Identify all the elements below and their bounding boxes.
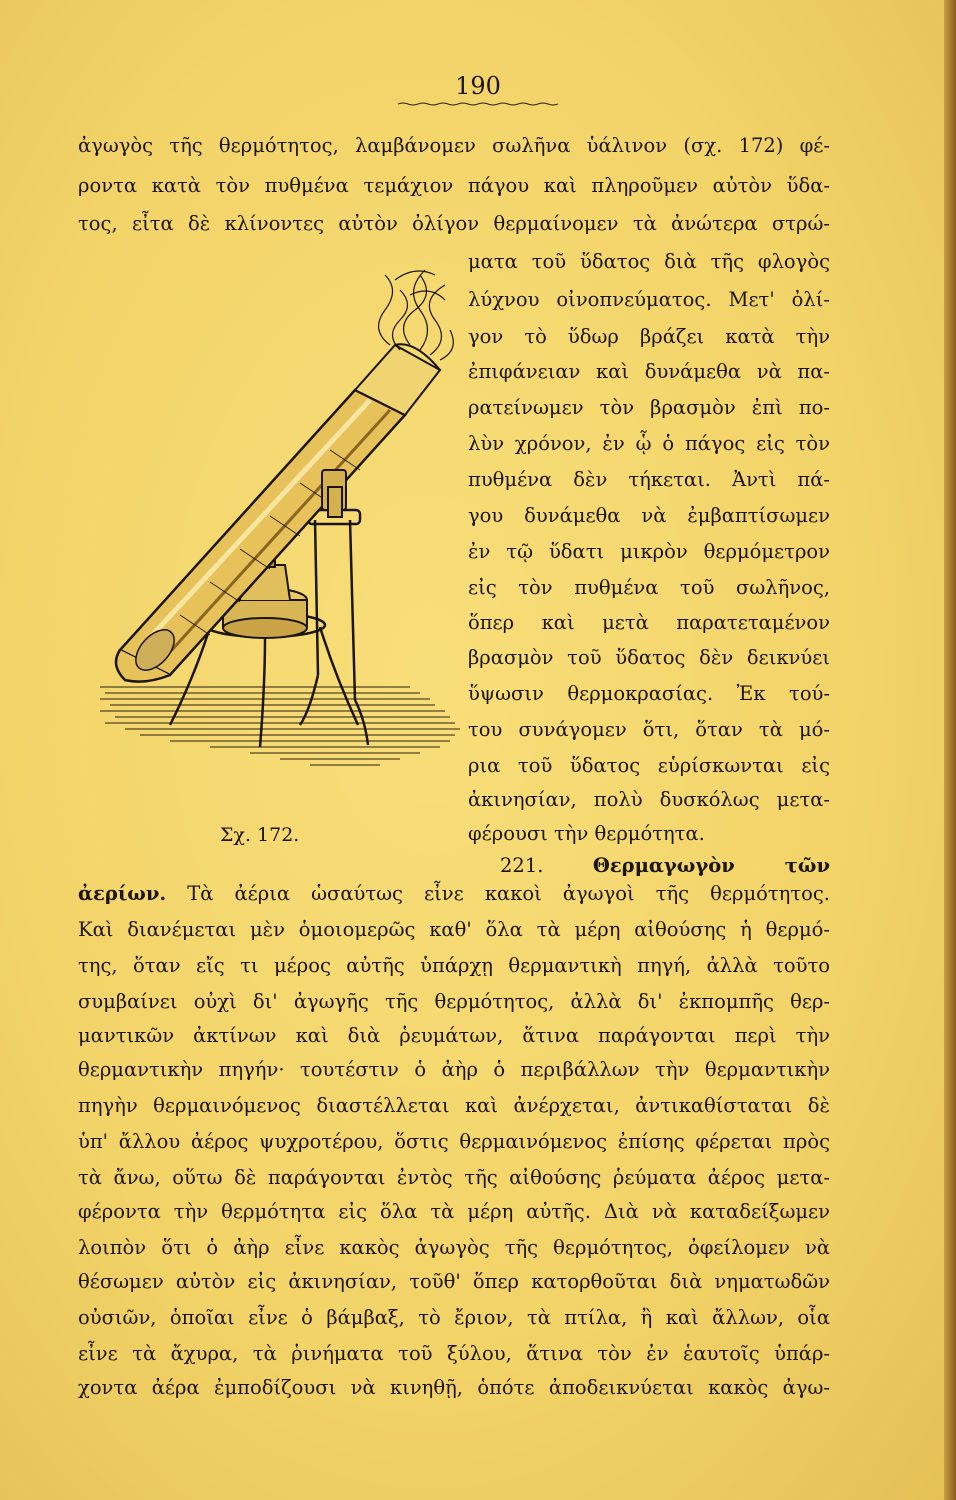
text-line: ρατείνωμεν τὸν βρασμὸν ἐπὶ πο- (468, 396, 830, 419)
text-line: βρασμὸν τοῦ ὕδατος δὲν δεικνύει (468, 646, 830, 669)
text-line: ὕψωσιν θερμοκρασίας. Ἐκ τού- (468, 682, 830, 705)
text-line: Καὶ διανέμεται μὲν ὁμοιομερῶς καθ' ὅλα τὰ μέρη αἰθούσης ἡ θερμό- (78, 918, 830, 941)
section-title-cont: ἀερίων. (78, 882, 167, 905)
text-line: ἀγωγὸς τῆς θερμότητος, λαμβάνομεν σωλῆνα ὑάλινον (σχ. 172) φέ- (78, 134, 830, 157)
text-line: λοιπὸν ὅτι ὁ ἀὴρ εἶνε κακὸς ἀγωγὸς τῆς θερμότητος, ὀφείλομεν νὰ (78, 1236, 830, 1259)
section-heading (500, 852, 830, 880)
text-line: χοντα ἀέρα ἐμποδίζουσι νὰ κινηθῇ, ὁπότε ἀποδεικνύεται κακὸς ἀγω- (78, 1376, 830, 1399)
text-line: τος, εἶτα δὲ κλίνοντες αὐτὸν ὀλίγον θερμαίνομεν τὰ ἀνώτερα στρώ- (78, 212, 830, 235)
text-line: συμβαίνει οὐχὶ δι' ἀγωγῆς τῆς θερμότητος, ἀλλὰ δι' ἐκπομπῆς θερ- (78, 990, 830, 1013)
shadow-hatching (100, 687, 460, 765)
text-line: θερμαντικὴν πηγήν· τουτέστιν ὁ ἀὴρ ὁ περιβάλλων τὴν θερμαντικὴν (78, 1058, 830, 1081)
text-line (78, 880, 830, 908)
text-line: λύχνου οἰνοπνεύματος. Μετ' ὀλί- (468, 288, 830, 311)
text-line: μαντικῶν ἀκτίνων καὶ διὰ ῥευμάτων, ἅτινα παράγονται περὶ τὴν (78, 1024, 830, 1047)
text-line: γου δυνάμεθα νὰ ἐμβαπτίσωμεν (468, 504, 830, 527)
text-line: εἶνε τὰ ἄχυρα, τὰ ῥινήματα τοῦ ξύλου, ἅτινα τὸν ἐν ἑαυτοῖς ὑπάρ- (78, 1342, 830, 1365)
text-line: της, ὅταν εἴς τι μέρος αὐτῆς ὑπάρχῃ θερμαντικὴ πηγή, ἀλλὰ τοῦτο (78, 954, 830, 977)
decorative-rule (398, 102, 558, 106)
text-line: γον τὸ ὕδωρ βράζει κατὰ τὴν (468, 325, 830, 348)
text-line: θέσωμεν αὐτὸν εἰς ἀκινησίαν, τοῦθ' ὅπερ κατορθοῦται διὰ νηματωδῶν (78, 1270, 830, 1293)
section-first-line: Τὰ ἀέρια ὡσαύτως εἶνε κακοὶ ἀγωγοὶ τῆς θερμότητος. (187, 882, 830, 905)
text-line: φέροντα τὴν θερμότητα εἰς ὅλα τὰ μέρη αὐτῆς. Διὰ νὰ καταδείξωμεν (78, 1200, 830, 1223)
page-number: 190 (455, 72, 501, 100)
text-line: ἐπιφάνειαν καὶ δυνάμεθα νὰ πα- (468, 360, 830, 383)
text-line: ἀκινησίαν, πολὺ δυσκόλως μετα- (468, 788, 830, 811)
text-line: του συνάγομεν ὅτι, ὅταν τὰ μό- (468, 718, 830, 741)
text-line: τὰ ἄνω, οὕτω δὲ παράγονται ἐντὸς τῆς αἰθούσης ῥεύματα ἀέρος μετα- (78, 1166, 830, 1189)
page-edge (944, 0, 956, 1500)
text-line: πυθμένα δὲν τήκεται. Ἀντὶ πά- (468, 468, 830, 491)
clamp (322, 470, 346, 517)
lamp-stand (300, 510, 368, 745)
steam (379, 270, 454, 360)
text-line: ροντα κατὰ τὸν πυθμένα τεμάχιον πάγου καὶ πληροῦμεν αὐτὸν ὕδα- (78, 174, 830, 197)
figure-boiling-tube-illustration (100, 255, 470, 815)
text-line: ματα τοῦ ὕδατος διὰ τῆς φλογὸς (468, 250, 830, 273)
text-line: λὺν χρόνον, ἐν ᾧ ὁ πάγος εἰς τὸν (468, 432, 830, 455)
section-title: Θερμαγωγὸν τῶν (592, 854, 830, 877)
text-line: οὐσιῶν, ὁποῖαι εἶνε ὁ βάμβαξ, τὸ ἔριον, τὰ πτίλα, ἢ καὶ ἄλλων, οἷα (78, 1306, 830, 1329)
figure-caption: Σχ. 172. (220, 824, 300, 846)
text-line: ὅπερ καὶ μετὰ παρατεταμένον (468, 611, 830, 634)
text-line: πηγὴν θερμαινόμενος διαστέλλεται καὶ ἀνέρχεται, ἀντικαθίσταται δὲ (78, 1094, 830, 1117)
text-line: ἐν τῷ ὕδατι μικρὸν θερμόμετρον (468, 540, 830, 563)
text-line: εἰς τὸν πυθμένα τοῦ σωλῆνος, (468, 576, 830, 599)
text-line: ὑπ' ἄλλου ἀέρος ψυχροτέρου, ὅστις θερμαινόμενος ἐπίσης φέρεται πρὸς (78, 1130, 830, 1153)
text-line: ρια τοῦ ὕδατος εὑρίσκωνται εἰς (468, 754, 830, 777)
section-number: 221. (500, 854, 544, 877)
text-line: φέρουσι τὴν θερμότητα. (468, 822, 705, 845)
